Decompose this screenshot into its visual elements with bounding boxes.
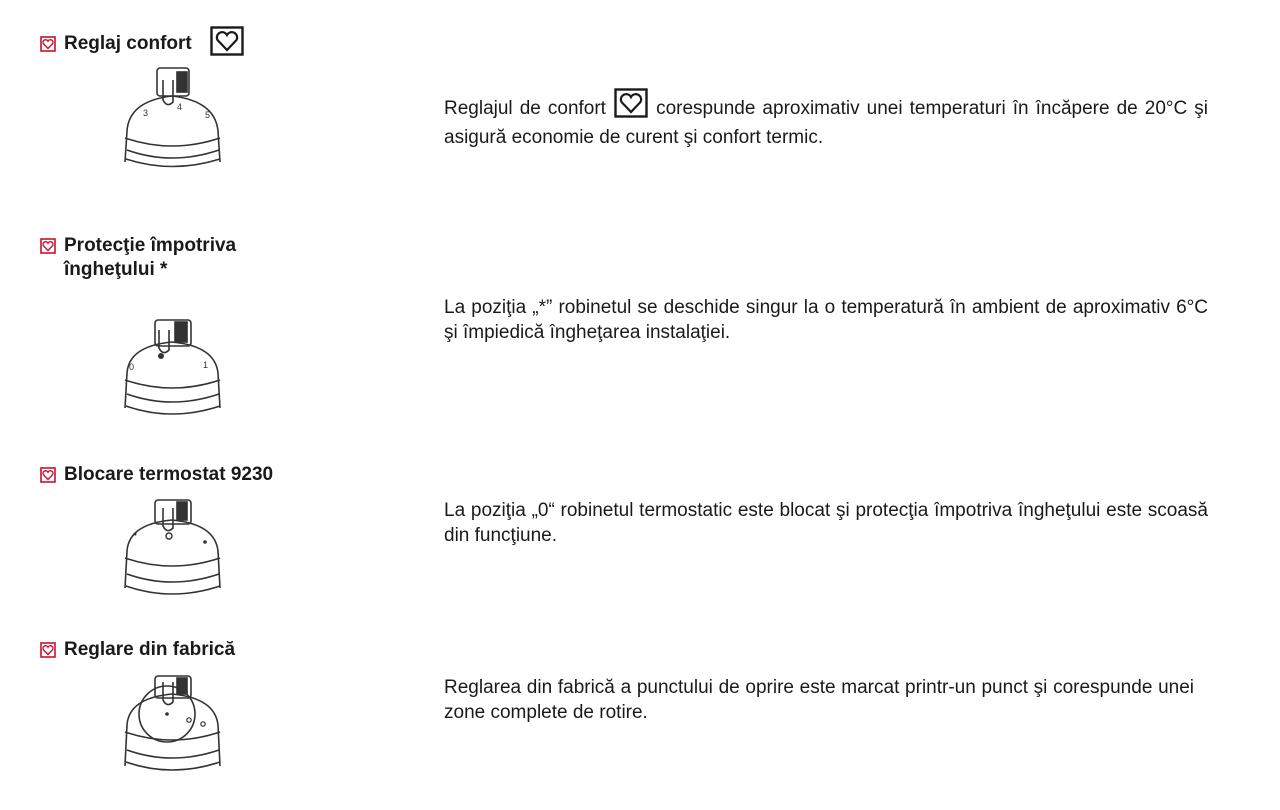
thermostat-dial-illustration: [115, 66, 230, 176]
dial-mark: 0: [129, 362, 135, 372]
thermostat-dial-illustration: [115, 496, 230, 606]
description-text: Reglajul de confort: [444, 98, 606, 119]
thermostat-dial-illustration: [115, 318, 230, 428]
section-description: La poziţia „*” robinetul se deschide singur la o temperatură în ambient de aproximativ 6°C şi împiedică îngheţarea instalaţiei.: [444, 297, 1208, 343]
heart-bullet-icon: [40, 36, 56, 52]
heading-text: Reglare din fabrică: [64, 639, 236, 660]
section-heading: [40, 32, 244, 56]
section-description: [444, 88, 1208, 150]
section-description: La poziţia „0“ robinetul termostatic este blocat şi protecţia împotriva îngheţului este scoasă din funcţiune.: [444, 500, 1208, 546]
dial-mark: 3: [143, 108, 149, 118]
heart-box-icon: [613, 88, 649, 125]
heart-bullet-icon: [40, 467, 56, 483]
section-heading: [40, 638, 235, 662]
heading-text: Blocare termostat 9230: [64, 464, 274, 485]
heading-text: Reglaj confort: [64, 33, 192, 54]
dial-mark: 4: [177, 102, 183, 112]
description-text: corespunde aproximativ unei temperaturi în încăpere de 20°C şi asigură economie de curent şi confort termic.: [444, 98, 1209, 148]
dial-mark: 1: [203, 360, 209, 370]
thermostat-dial-illustration: [115, 670, 230, 780]
heading-text: Protecţie împotriva îngheţului *: [64, 235, 237, 280]
heart-bullet-icon: [40, 642, 56, 658]
section-heading: [40, 234, 236, 282]
section-description: Reglarea din fabrică a punctului de oprire este marcat printr-un punct şi corespunde unei zone complete de rotire.: [444, 677, 1194, 723]
heart-box-icon: [210, 26, 244, 56]
dial-mark: 5: [205, 110, 211, 120]
heart-bullet-icon: [40, 238, 56, 254]
section-heading: [40, 463, 273, 487]
